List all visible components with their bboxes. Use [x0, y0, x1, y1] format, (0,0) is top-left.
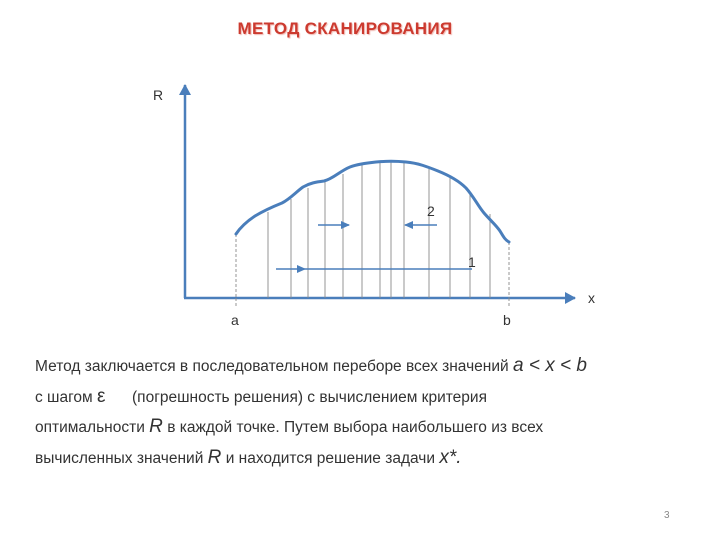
- y-axis-label: R: [153, 87, 164, 103]
- math-R-2: R: [207, 446, 222, 468]
- method-description: [35, 351, 695, 473]
- math-R: R: [149, 416, 163, 437]
- point-b-label: b: [503, 312, 511, 328]
- scan-lines: [236, 161, 509, 298]
- slide-title: МЕТОД СКАНИРОВАНИЯ: [237, 19, 453, 38]
- description-line-1: Метод заключается в последовательном переборе всех значений a < x < b: [35, 355, 587, 376]
- math-epsilon: ε: [97, 385, 106, 407]
- description-line-3: оптимальности R в каждой точке. Путем выбора наибольшего из всех: [35, 416, 544, 437]
- math-x-star: x*.: [439, 446, 462, 468]
- point-a-label: a: [231, 312, 239, 328]
- page-number: 3: [664, 510, 670, 521]
- math-interval: a < x < b: [512, 355, 587, 376]
- description-line-2: с шагом ε (погрешность решения) с вычислением критерия: [35, 382, 695, 413]
- arrow-2-label: 2: [427, 203, 435, 219]
- description-line-4: вычисленных значений R и находится решение задачи x*.: [35, 446, 462, 468]
- x-axis-label: x: [588, 290, 595, 306]
- criterion-curve: [236, 161, 509, 242]
- arrow-1-label: 1: [468, 254, 476, 270]
